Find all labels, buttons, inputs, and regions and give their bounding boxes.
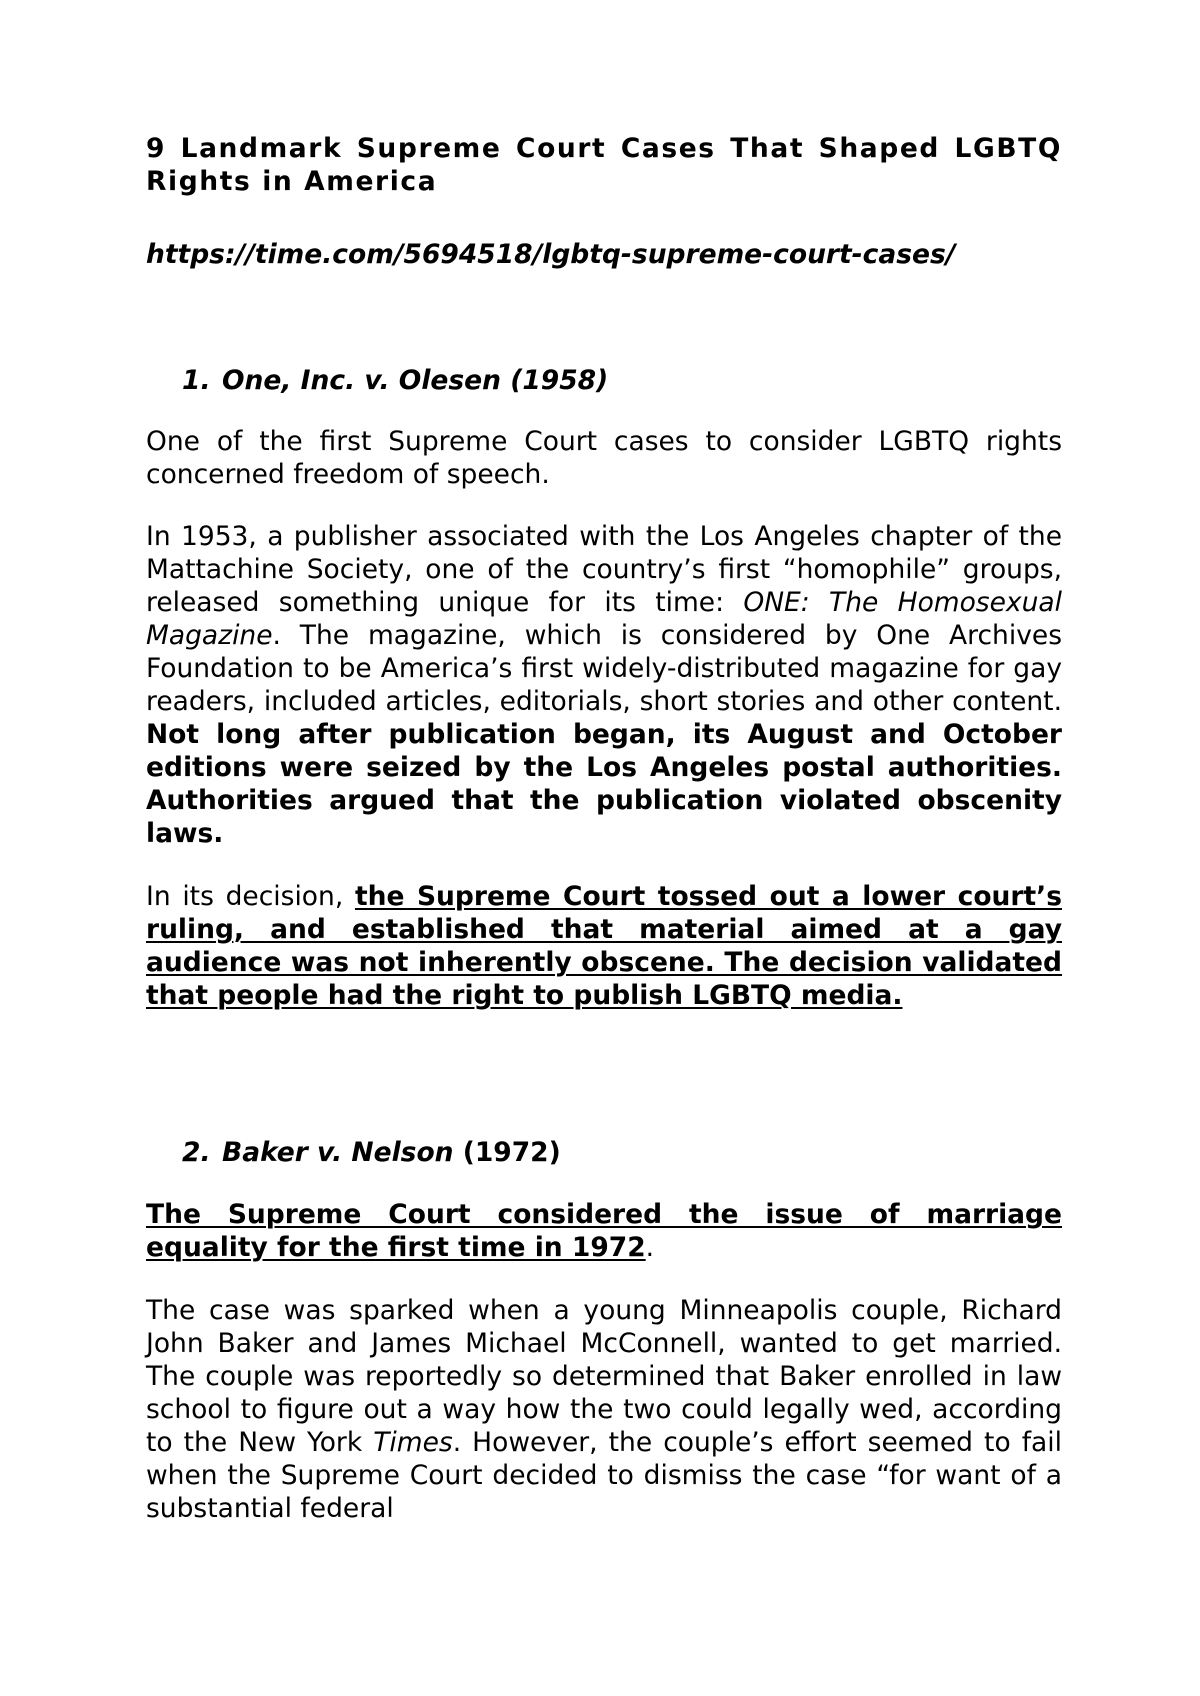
case-1-title: One, Inc. v. Olesen (1958) (222, 365, 609, 396)
case-2-times: Times (373, 1427, 453, 1458)
case-2-lead (146, 1198, 1062, 1264)
case-1-paragraph-3 (146, 880, 1062, 1012)
case-1-number: 1. (182, 365, 211, 396)
case-1-p2-bold: Not long after publication began, its August and October editions were seized by the Los Angeles postal authorities. Authorities argued that the publication violated obscenity laws. (146, 719, 1062, 849)
case-2-number: 2. (182, 1137, 211, 1168)
case-2-p2-text-a: The case was sparked when a young Minneapolis couple, Richard John Baker and James Michael McConnell, wanted to get married. The couple was reportedly so determined that Baker enrolled in law school to figure out a way how the two could legally wed, according to the New York (146, 1295, 1062, 1458)
case-1-p3-lead: In its decision, (146, 881, 355, 912)
case-1-intro: One of the first Supreme Court cases to consider LGBTQ rights concerned freedom of speech. (146, 426, 1062, 490)
case-2-lead-end: . (645, 1232, 655, 1263)
case-2-year: (1972) (453, 1137, 561, 1168)
case-1-magazine-title: ONE: The Homosexual Magazine (146, 587, 1062, 651)
case-1-heading (182, 364, 1098, 397)
case-1-p2-text-b: . The magazine, which is considered by One Archives Foundation to be America’s first widely-distributed magazine for gay readers, included articles, editorials, short stories and other content. (146, 620, 1062, 717)
case-1-p3-underlined: the Supreme Court tossed out a lower court’s ruling, and established that material aimed at a gay audience was not inherently obscene. The decision validated that people had the right to publish LGBTQ media. (146, 881, 1062, 1011)
case-2-lead-underlined: The Supreme Court considered the issue of marriage equality for the first time in 1972 (146, 1199, 1062, 1263)
case-2-title: Baker v. Nelson (222, 1137, 454, 1168)
source-url[interactable]: https://time.com/5694518/lgbtq-supreme-court-cases/ (146, 239, 956, 270)
case-1-paragraph-2 (146, 520, 1062, 850)
case-2-heading (182, 1136, 1098, 1169)
case-1-p2-text-a: In 1953, a publisher associated with the Los Angeles chapter of the Mattachine Society, one of the country’s first “homophile” groups, released something unique for its time: (146, 521, 1062, 618)
case-2-paragraph-2 (146, 1294, 1062, 1525)
document-title: 9 Landmark Supreme Court Cases That Shaped LGBTQ Rights in America (146, 133, 1062, 197)
case-2-p2-text-b: . However, the couple’s effort seemed to fail when the Supreme Court decided to dismiss the case “for want of a substantial federal (146, 1427, 1062, 1524)
